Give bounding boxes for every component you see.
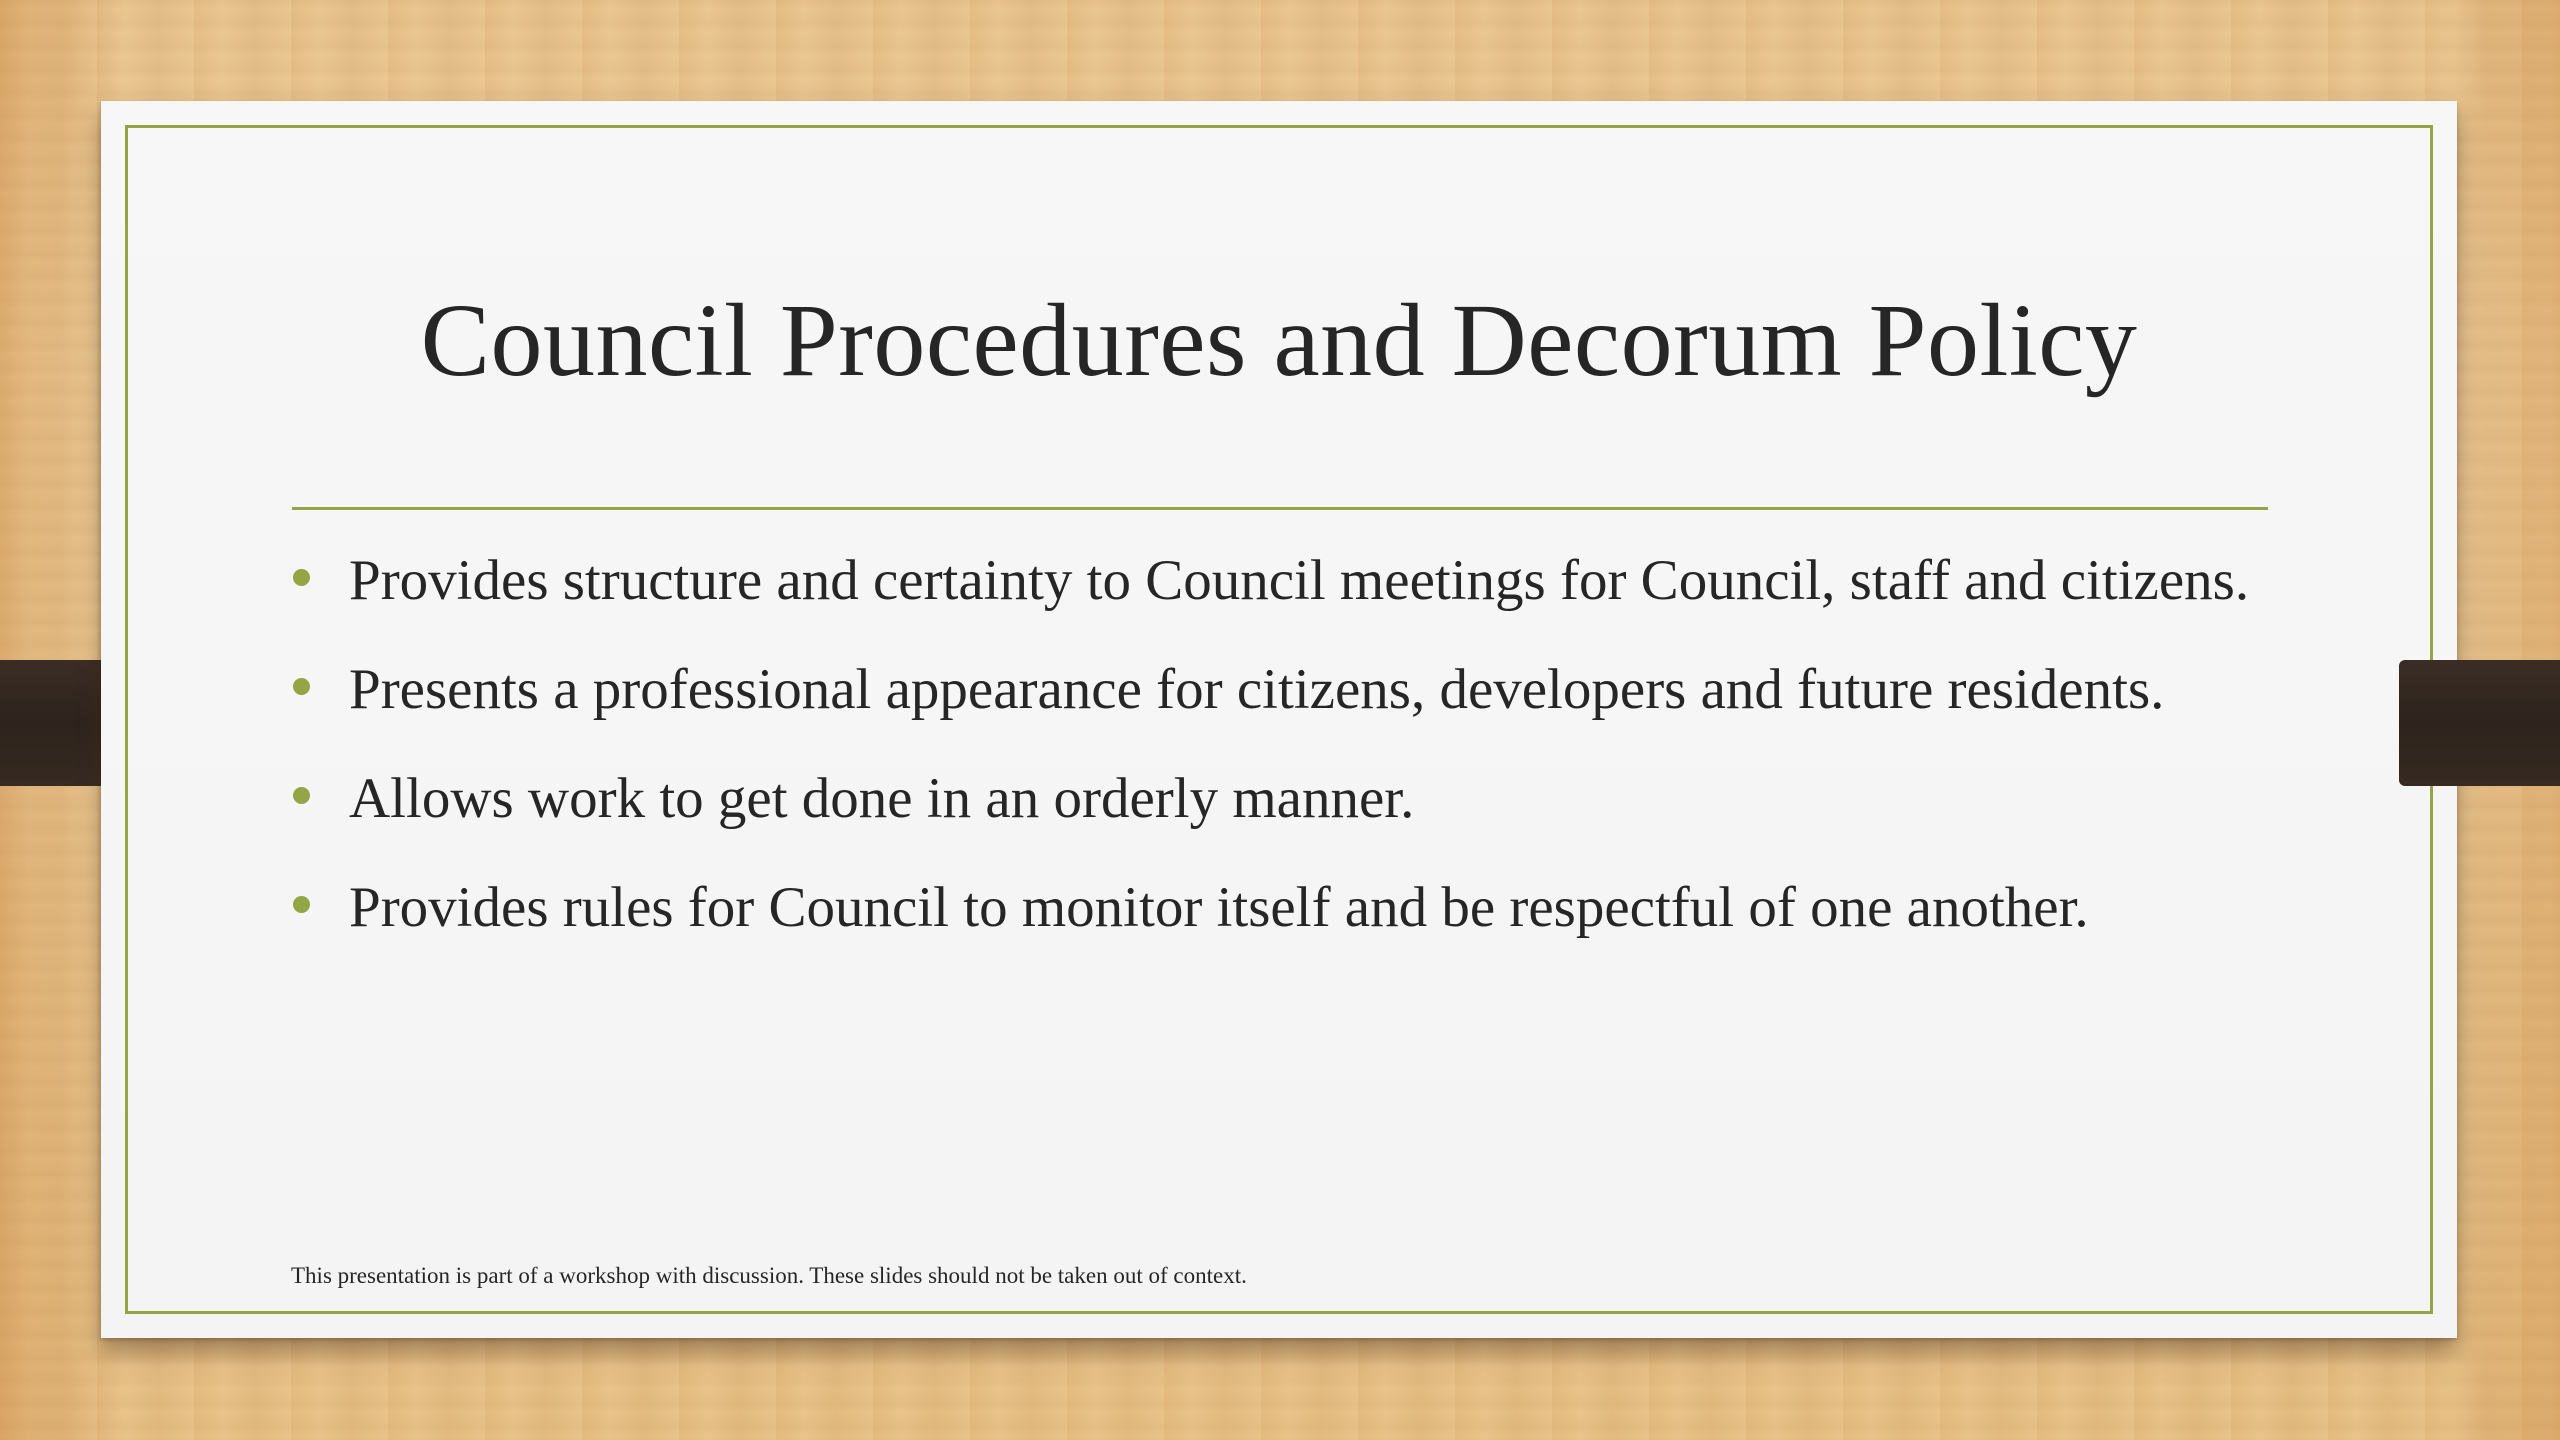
- bullet-dot-icon: [293, 569, 310, 586]
- slide-title: Council Procedures and Decorum Policy: [420, 283, 2138, 398]
- bullet-dot-icon: [293, 896, 310, 913]
- bullet-dot-icon: [293, 787, 310, 804]
- slide: [101, 101, 2457, 1338]
- bullet-text: Allows work to get done in an orderly manner.: [349, 767, 1415, 830]
- bullet-dot-icon: [293, 678, 310, 695]
- bullet-list: [349, 543, 2329, 979]
- footer-disclaimer: This presentation is part of a workshop with discussion. These slides should not be taken out of context.: [291, 1263, 1247, 1288]
- bullet-item: [349, 870, 2329, 946]
- bullet-item: [349, 543, 2329, 619]
- bullet-text: Presents a professional appearance for citizens, developers and future residents.: [349, 658, 2165, 721]
- bullet-item: [349, 652, 2329, 728]
- bullet-text: Provides rules for Council to monitor itself and be respectful of one another.: [349, 876, 2089, 939]
- title-divider: [292, 507, 2268, 510]
- right-binder-clip: [2399, 660, 2560, 786]
- bullet-item: [349, 761, 2329, 837]
- bullet-text: Provides structure and certainty to Council meetings for Council, staff and citizens.: [349, 549, 2250, 612]
